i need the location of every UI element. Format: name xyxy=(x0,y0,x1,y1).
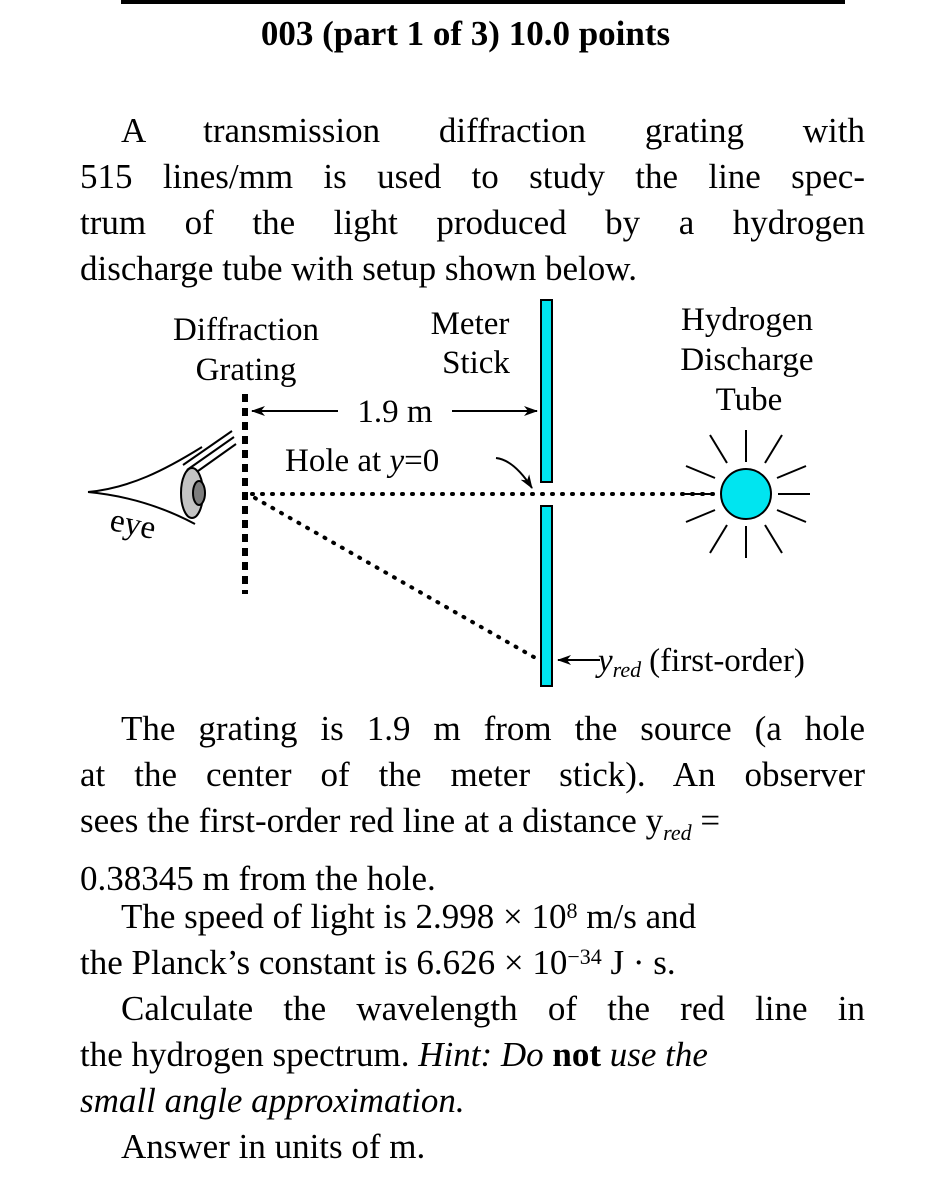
question-paragraph xyxy=(80,986,865,1170)
question-line: Calculate the wavelength of the red line in xyxy=(121,989,865,1028)
intro-line: A transmission diffraction grating with xyxy=(121,111,865,150)
diffracted-ray xyxy=(255,498,539,660)
question-line: small angle approximation. xyxy=(80,1081,465,1120)
answer-line: Answer in units of m. xyxy=(121,1127,426,1166)
setup-line: The grating is 1.9 m from the source (a hole xyxy=(121,709,865,748)
setup-line: at the center of the meter stick). An observer xyxy=(80,755,865,794)
problem-heading: 003 (part 1 of 3) 10.0 points xyxy=(260,14,671,53)
setup-diagram xyxy=(0,290,931,700)
intro-line: trum of the light produced by a hydrogen xyxy=(80,203,865,242)
grating-label: Grating xyxy=(195,352,297,388)
intro-line: discharge tube with setup shown below. xyxy=(80,249,637,288)
meter-stick-upper xyxy=(541,300,552,482)
setup-paragraph xyxy=(80,706,865,902)
grating-label: Diffraction xyxy=(172,312,320,348)
tube-label: Hydrogen xyxy=(681,302,813,338)
tube-label: Tube xyxy=(715,382,783,418)
constants-paragraph xyxy=(80,894,865,986)
hole-arrow xyxy=(496,458,532,488)
constants-line: The speed of light is $2.998 \times 10^8$ m/s and xyxy=(121,897,697,936)
sun-icon xyxy=(682,430,810,558)
meter-stick-label: Stick xyxy=(442,345,510,381)
setup-line: 0.38345 m from the hole. xyxy=(80,859,436,898)
tube-label: Discharge xyxy=(680,342,814,378)
yred-label: yred (first-order) xyxy=(598,643,805,682)
question-line: the hydrogen spectrum. Hint: Do not use the xyxy=(80,1035,708,1074)
hole-label: Hole at y=0 xyxy=(285,443,440,479)
distance-label: 1.9 m xyxy=(357,394,433,430)
setup-line: sees the first-order red line at a distance $y_{red}$ = xyxy=(80,801,721,845)
top-rule xyxy=(121,0,845,4)
eye-label: eye xyxy=(106,502,160,547)
meter-stick-label: Meter xyxy=(430,306,510,342)
constants-line: the Planck’s constant is $6.626 \times 10^{-34}$ J · s. xyxy=(80,943,676,982)
intro-paragraph xyxy=(80,108,865,292)
eye-icon xyxy=(88,431,236,524)
intro-line: 515 lines/mm is used to study the line spec- xyxy=(80,157,865,196)
meter-stick-lower xyxy=(541,506,552,686)
